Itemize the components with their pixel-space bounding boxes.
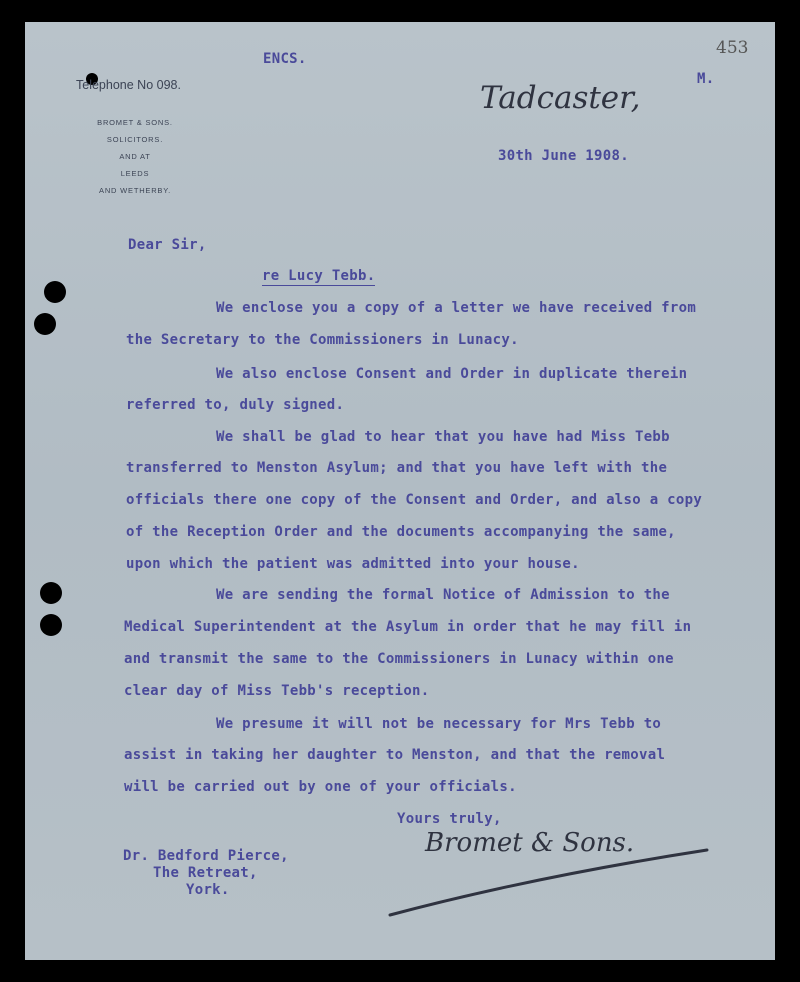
body-line: of the Reception Order and the documents accompanying the same, [126,524,676,540]
body-line: the Secretary to the Commissioners in Lunacy. [126,332,519,348]
body-line: transferred to Menston Asylum; and that you have left with the [126,460,668,476]
signature: Bromet & Sons. [425,828,635,858]
salutation: Dear Sir, [128,237,207,253]
closing: Yours truly, [397,811,502,827]
punch-hole [44,281,66,303]
body-line: and transmit the same to the Commissioners in Lunacy within one [124,651,674,667]
place-name: Tadcaster, [480,80,641,116]
addressee-line: York. [186,882,230,898]
body-line: will be carried out by one of your officials. [124,779,517,795]
firm-line: AND WETHERBY. [99,186,171,195]
body-line: We shall be glad to hear that you have had Miss Tebb [216,429,670,445]
body-line: We are sending the formal Notice of Admission to the [216,587,670,603]
body-line: We also enclose Consent and Order in duplicate therein [216,366,688,382]
archive-number: 453 [716,38,749,58]
punch-hole [40,582,62,604]
firm-line: AND AT [119,152,151,161]
body-line: referred to, duly signed. [126,397,345,413]
body-line: clear day of Miss Tebb's reception. [124,683,430,699]
firm-line: LEEDS [120,169,150,178]
punch-hole [34,313,56,335]
body-line: upon which the patient was admitted into your house. [126,556,580,572]
firm-name: BROMET & SONS. [97,118,173,127]
body-line: assist in taking her daughter to Menston, and that the removal [124,747,666,763]
body-line: Medical Superintendent at the Asylum in order that he may fill in [124,619,692,635]
enclosures-mark: ENCS. [263,51,307,67]
letter-date: 30th June 1908. [498,148,629,164]
punch-hole [40,614,62,636]
body-line: We enclose you a copy of a letter we have received from [216,300,697,316]
telephone-number: Telephone No 098. [76,78,181,92]
subject-line: re Lucy Tebb. [262,268,376,284]
addressee-line: The Retreat, [153,865,258,881]
reference-mark: M. [697,71,715,87]
body-line: We presume it will not be necessary for Mrs Tebb to [216,716,662,732]
addressee-line: Dr. Bedford Pierce, [123,848,289,864]
body-line: officials there one copy of the Consent and Order, and also a copy [126,492,703,508]
firm-line: SOLICITORS. [106,135,164,144]
letterhead-firm-block [80,118,190,195]
